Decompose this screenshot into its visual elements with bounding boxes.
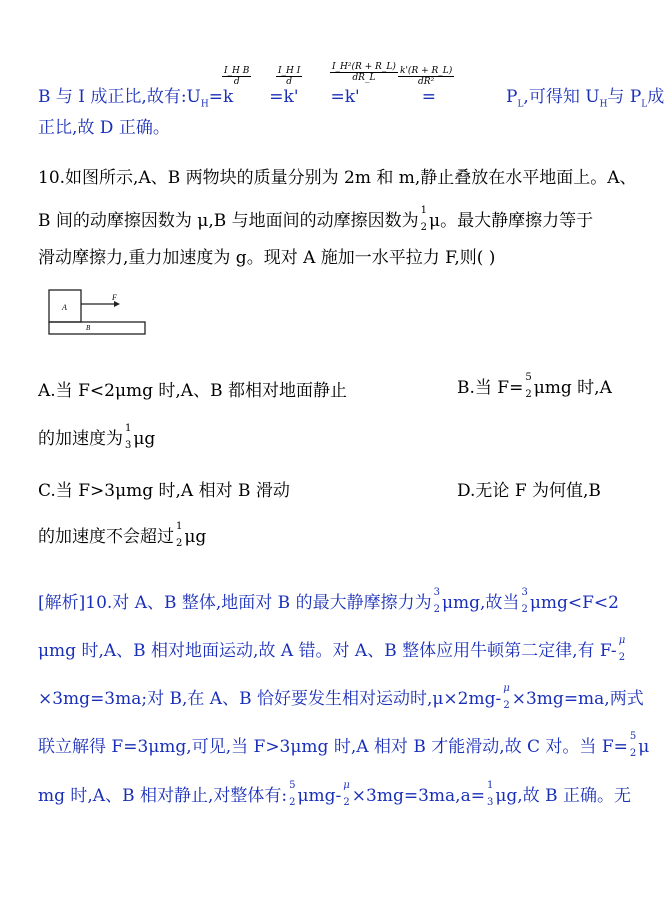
question-10-line-2: B 间的动摩擦因数为 μ,B 与地面间的动摩擦因数为 1 2 μ。最大静摩擦力等于 <box>38 204 594 233</box>
fraction-half: 1 2 <box>420 204 428 233</box>
formula-term-4: k'(R + R_L) dR² <box>400 66 453 87</box>
option-d: D.无论 F 为何值,B <box>457 481 601 501</box>
option-c: C.当 F>3μmg 时,A 相对 B 滑动 <box>38 481 290 501</box>
question-10-line-3: 滑动摩擦力,重力加速度为 g。现对 A 施加一水平拉力 F,则( ) <box>38 248 496 268</box>
option-d-cont: 的加速度不会超过 1 2 μg <box>38 520 207 549</box>
formula-term-2: I_H I d <box>278 66 301 87</box>
question-10-line-1: 10.如图所示,A、B 两物块的质量分别为 2m 和 m,静止叠放在水平地面上。A、 <box>38 168 637 188</box>
option-b: B.当 F= 5 2 μmg 时,A <box>457 371 612 400</box>
analysis-line-1: [解析]10.对 A、B 整体,地面对 B 的最大静摩擦力为 3 2 μmg,故当 3 2 μmg<F<2 <box>38 586 619 615</box>
formula-term-3: I_H²(R + R_L) dR_L <box>332 62 396 83</box>
analysis-line-2: μmg 时,A、B 相对地面运动,故 A 错。对 A、B 整体应用牛顿第二定律,有 F- μ 2 <box>38 634 626 663</box>
force-label: F <box>112 293 117 302</box>
analysis-line-5: mg 时,A、B 相对静止,对整体有: 5 2 μmg- μ 2 ×3mg=3ma,a= 1 3 μg,故 B 正确。无 <box>38 779 631 808</box>
block-b-label: B <box>86 324 91 332</box>
analysis-line-3: ×3mg=3ma;对 B,在 A、B 恰好要发生相对运动时,μ×2mg- μ 2 ×3mg=ma,两式 <box>38 682 644 711</box>
formula-term-1: I_H B d <box>224 66 250 87</box>
block-b <box>49 322 145 334</box>
answer-line-1: B 与 I 成正比,故有$:U_H=k =k' =k' = P_L$,可得知 $U_H$与 $P_L$成 <box>38 87 664 110</box>
analysis-line-4: 联立解得 F=3μmg,可见,当 F>3μmg 时,A 相对 B 才能滑动,故 C 对。当 F= 5 2 μ <box>38 730 650 759</box>
block-a-label: A <box>62 303 67 312</box>
blocks-figure <box>48 288 146 338</box>
option-a: A.当 F<2μmg 时,A、B 都相对地面静止 <box>38 381 347 401</box>
option-b-cont: 的加速度为 1 3 μg <box>38 422 156 451</box>
blocks-diagram <box>48 288 146 338</box>
answer-line-2: 正比,故 D 正确。 <box>38 118 170 138</box>
